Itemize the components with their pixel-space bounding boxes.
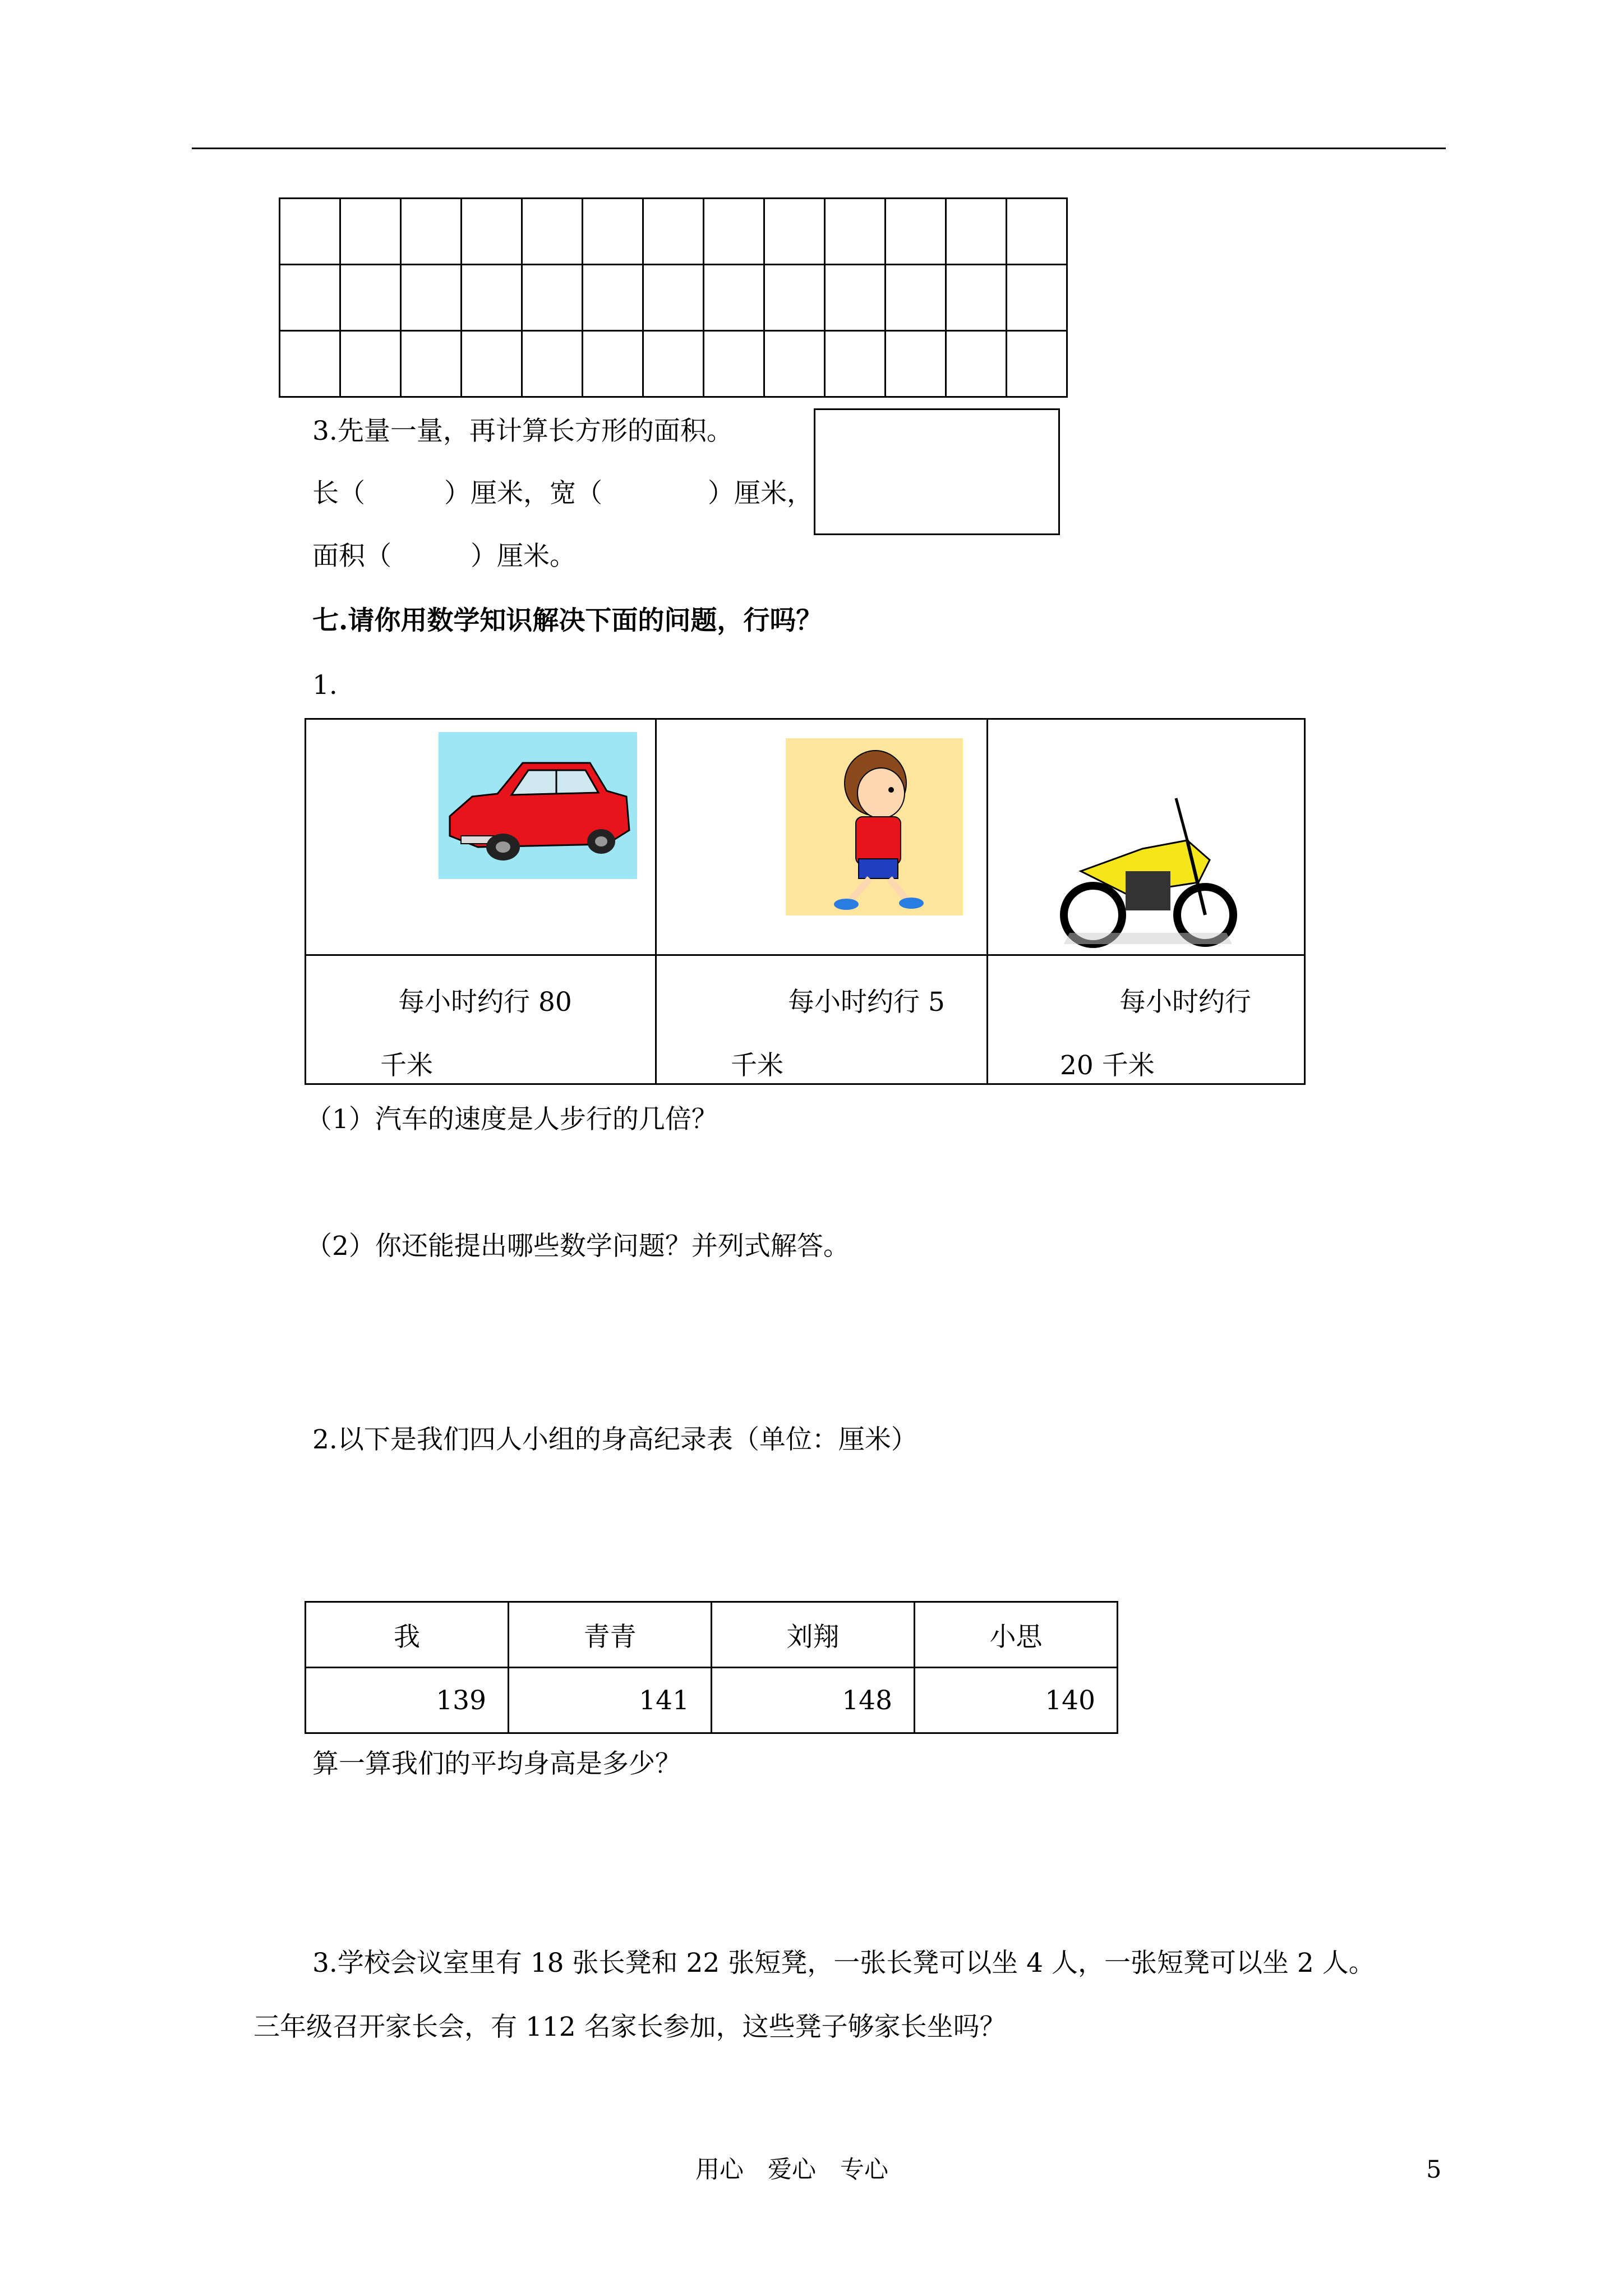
grid-cell <box>522 331 583 397</box>
grid-cell <box>946 199 1007 265</box>
grid-cell <box>643 331 704 397</box>
problem-1-sub-2: （2）你还能提出哪些数学问题？并列式解答。 <box>306 1231 850 1262</box>
height-table-header-row <box>306 1602 1118 1668</box>
header-qingqing: 青青 <box>509 1602 712 1668</box>
car-speed-label <box>306 955 656 1084</box>
walker-speed-line1: 每小时约行 5 <box>788 987 945 1018</box>
answer-grid <box>279 197 1068 398</box>
grid-cell <box>946 331 1007 397</box>
walker-speed-label <box>656 955 988 1084</box>
grid-cell <box>583 199 643 265</box>
problem-1-sub-1: （1）汽车的速度是人步行的几倍？ <box>306 1104 718 1135</box>
grid-cell <box>401 265 462 331</box>
grid-cell <box>1007 265 1067 331</box>
grid-cell <box>825 199 886 265</box>
problem-3-line-2: 三年级召开家长会，有 112 名家长参加，这些凳子够家长坐吗？ <box>253 2012 1006 2042</box>
grid-cell <box>886 265 946 331</box>
grid-cell <box>704 265 764 331</box>
height-table <box>305 1601 1118 1734</box>
grid-cell <box>886 199 946 265</box>
speed-table <box>305 718 1306 1085</box>
walking-boy-icon <box>786 738 963 915</box>
section-7-heading: 七.请你用数学知识解决下面的问题，行吗？ <box>312 605 823 636</box>
value-liuxiang: 148 <box>712 1668 915 1733</box>
grid-cell <box>886 331 946 397</box>
grid-cell <box>704 331 764 397</box>
header-xiaosi: 小思 <box>915 1602 1118 1668</box>
grid-cell <box>280 265 340 331</box>
grid-cell <box>825 265 886 331</box>
header-rule <box>192 148 1446 149</box>
grid-row <box>280 265 1067 331</box>
grid-cell <box>583 331 643 397</box>
grid-row <box>280 331 1067 397</box>
grid-cell <box>583 265 643 331</box>
q3-prompt: 3.先量一量，再计算长方形的面积。 <box>312 416 733 447</box>
grid-cell <box>340 199 401 265</box>
grid-cell <box>764 331 825 397</box>
grid-cell <box>462 331 522 397</box>
value-xiaosi: 140 <box>915 1668 1118 1733</box>
motorcycle-cell <box>988 719 1305 955</box>
footer-motto: 用心 爱心 专心 <box>695 2156 888 2184</box>
grid-cell <box>825 331 886 397</box>
grid-cell <box>401 331 462 397</box>
value-me: 139 <box>306 1668 509 1733</box>
header-me: 我 <box>306 1602 509 1668</box>
red-car-icon <box>439 732 637 879</box>
walker-speed-line2: 千米 <box>731 1050 783 1081</box>
problem-2-question: 算一算我们的平均身高是多少？ <box>312 1749 681 1779</box>
grid-cell <box>1007 199 1067 265</box>
grid-cell <box>462 199 522 265</box>
grid-cell <box>643 265 704 331</box>
height-table-value-row <box>306 1668 1118 1733</box>
car-speed-line1: 每小时约行 80 <box>398 987 572 1018</box>
measure-rectangle <box>814 408 1060 535</box>
motorcycle-speed-line2: 20 千米 <box>1060 1050 1155 1081</box>
grid-cell <box>401 199 462 265</box>
q3-length-width-line: 长（ ）厘米，宽（ ）厘米， <box>312 478 813 509</box>
grid-cell <box>280 331 340 397</box>
grid-cell <box>462 265 522 331</box>
q3-area-line: 面积（ ）厘米。 <box>312 541 576 572</box>
grid-cell <box>522 199 583 265</box>
yellow-motorcycle-icon <box>1058 787 1239 952</box>
car-speed-line2: 千米 <box>380 1050 433 1081</box>
walker-cell <box>656 719 988 955</box>
grid-cell <box>946 265 1007 331</box>
grid-cell <box>704 199 764 265</box>
grid-cell <box>522 265 583 331</box>
grid-cell <box>340 265 401 331</box>
motorcycle-speed-label <box>988 955 1305 1084</box>
problem-2-prompt: 2.以下是我们四人小组的身高纪录表（单位：厘米） <box>312 1424 917 1455</box>
header-liuxiang: 刘翔 <box>712 1602 915 1668</box>
problem-1-number: 1. <box>312 670 338 701</box>
value-qingqing: 141 <box>509 1668 712 1733</box>
grid-cell <box>340 331 401 397</box>
car-cell <box>306 719 656 955</box>
grid-cell <box>1007 331 1067 397</box>
motorcycle-speed-line1: 每小时约行 <box>1119 987 1251 1018</box>
grid-cell <box>643 199 704 265</box>
problem-3-line-1: 3.学校会议室里有 18 张长凳和 22 张短凳，一张长凳可以坐 4 人，一张短凳可以坐 2 人。 <box>312 1948 1375 1978</box>
grid-row <box>280 199 1067 265</box>
grid-cell <box>764 265 825 331</box>
grid-cell <box>764 199 825 265</box>
page-number: 5 <box>1426 2156 1442 2184</box>
grid-cell <box>280 199 340 265</box>
